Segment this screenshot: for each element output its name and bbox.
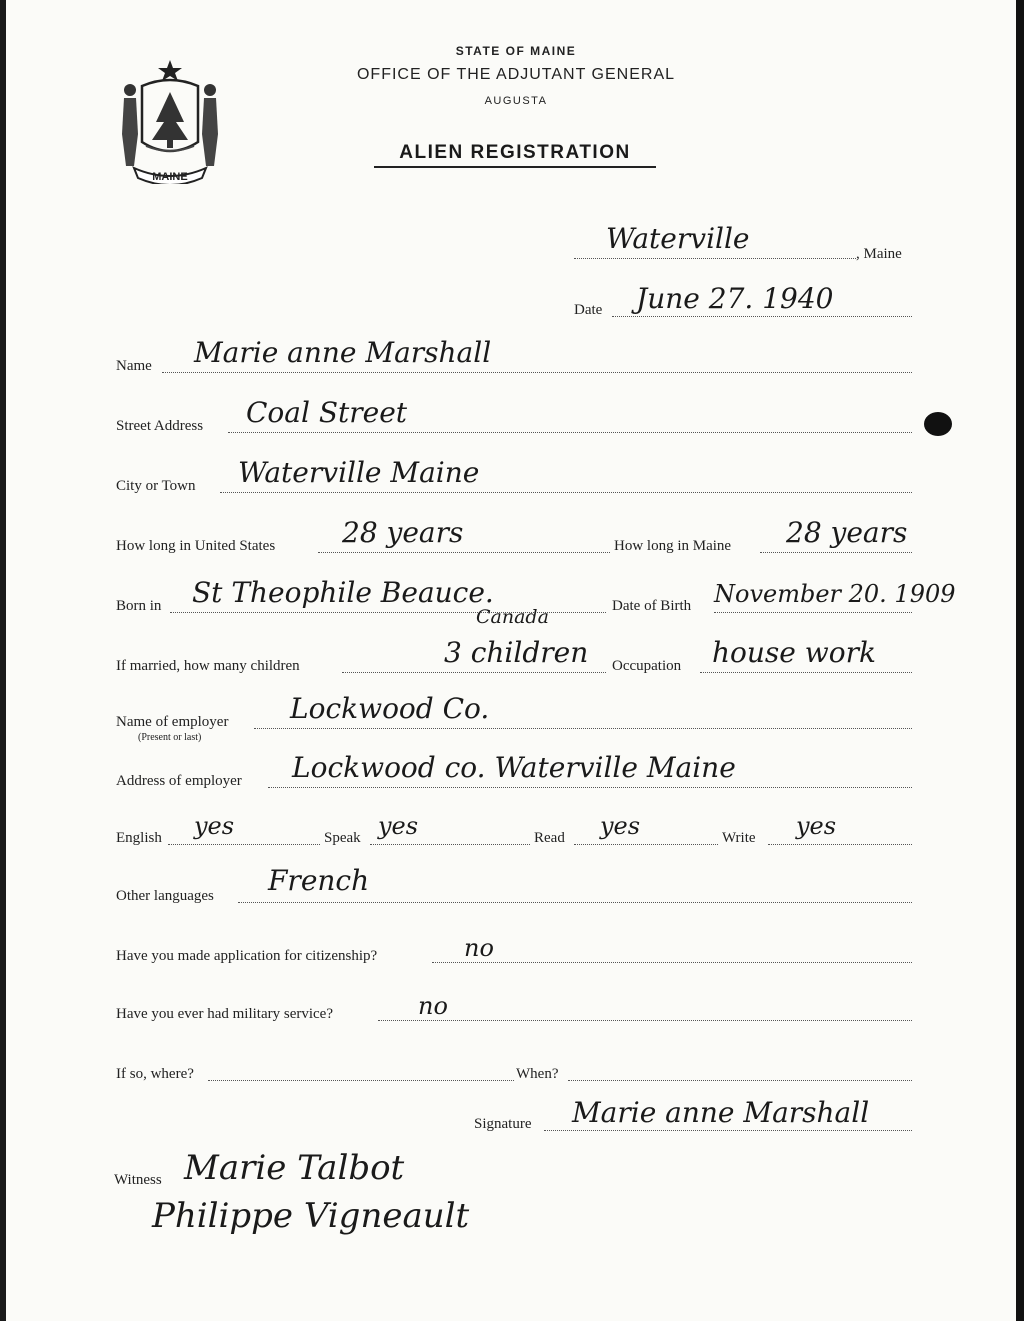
seal-text: MAINE (152, 171, 188, 183)
employer-note: (Present or last) (138, 732, 202, 743)
long-maine-line (760, 552, 912, 553)
town-value: Waterville (606, 222, 750, 255)
born-country-value: Canada (476, 606, 549, 628)
occupation-label: Occupation (612, 658, 682, 674)
when-label: When? (516, 1066, 559, 1082)
military-line (378, 1020, 912, 1021)
form-title: ALIEN REGISTRATION (374, 142, 656, 168)
occupation-value: house work (712, 636, 876, 669)
header-city: AUGUSTA (484, 95, 548, 107)
citizenship-value: no (464, 934, 494, 962)
children-label: If married, how many children (116, 658, 300, 674)
city-line (220, 492, 912, 493)
street-label: Street Address (116, 418, 204, 434)
long-maine-value: 28 years (786, 516, 908, 549)
employer-address-line (268, 787, 912, 788)
signature-value: Marie anne Marshall (572, 1096, 870, 1129)
employer-address-value: Lockwood co. Waterville Maine (292, 751, 736, 784)
military-label: Have you ever had military service? (116, 1006, 333, 1022)
ink-blot (924, 412, 952, 436)
employer-label: Name of employer (116, 714, 229, 730)
signature-label: Signature (474, 1116, 532, 1132)
date-line (612, 316, 912, 317)
write-label: Write (722, 830, 756, 846)
children-line (342, 672, 606, 673)
employer-line (254, 728, 912, 729)
occupation-line (700, 672, 912, 673)
other-languages-label: Other languages (116, 888, 214, 904)
english-value: yes (194, 812, 235, 840)
other-languages-value: French (268, 864, 370, 897)
city-value: Waterville Maine (238, 456, 480, 489)
date-value: June 27. 1940 (636, 282, 834, 315)
dob-label: Date of Birth (612, 598, 692, 614)
employer-value: Lockwood Co. (290, 692, 490, 725)
maine-label: , Maine (856, 246, 902, 262)
long-us-label: How long in United States (116, 538, 276, 554)
write-line (768, 844, 912, 845)
employer-address-label: Address of employer (116, 773, 242, 789)
maine-state-seal (112, 56, 228, 184)
read-value: yes (600, 812, 641, 840)
street-line (228, 432, 912, 433)
when-line (568, 1080, 912, 1081)
long-us-line (318, 552, 610, 553)
born-in-label: Born in (116, 598, 162, 614)
write-value: yes (796, 812, 837, 840)
name-value: Marie anne Marshall (194, 336, 492, 369)
long-maine-label: How long in Maine (614, 538, 732, 554)
english-line (168, 844, 320, 845)
speak-line (370, 844, 530, 845)
witness-1-value: Marie Talbot (184, 1148, 405, 1188)
read-line (574, 844, 718, 845)
where-line (208, 1080, 514, 1081)
where-label: If so, where? (116, 1066, 194, 1082)
born-in-value: St Theophile Beauce. (192, 576, 494, 609)
header-office: OFFICE OF THE ADJUTANT GENERAL (356, 66, 676, 83)
speak-value: yes (378, 812, 419, 840)
dob-value: November 20. 1909 (714, 580, 956, 608)
header-state: STATE OF MAINE (455, 44, 577, 58)
name-label: Name (116, 358, 152, 374)
witness-2-value: Philippe Vigneault (152, 1196, 470, 1236)
date-label: Date (574, 302, 603, 318)
english-label: English (116, 830, 162, 846)
long-us-value: 28 years (342, 516, 464, 549)
signature-line (544, 1130, 912, 1131)
military-value: no (418, 992, 448, 1020)
city-label: City or Town (116, 478, 196, 494)
speak-label: Speak (324, 830, 361, 846)
citizenship-label: Have you made application for citizenship? (116, 948, 378, 964)
children-value: 3 children (444, 636, 589, 669)
dob-line (714, 612, 912, 613)
name-line (162, 372, 912, 373)
citizenship-line (432, 962, 912, 963)
witness-label: Witness (114, 1172, 162, 1188)
read-label: Read (534, 830, 565, 846)
other-languages-line (238, 902, 912, 903)
town-line (574, 258, 856, 259)
street-value: Coal Street (246, 396, 408, 429)
